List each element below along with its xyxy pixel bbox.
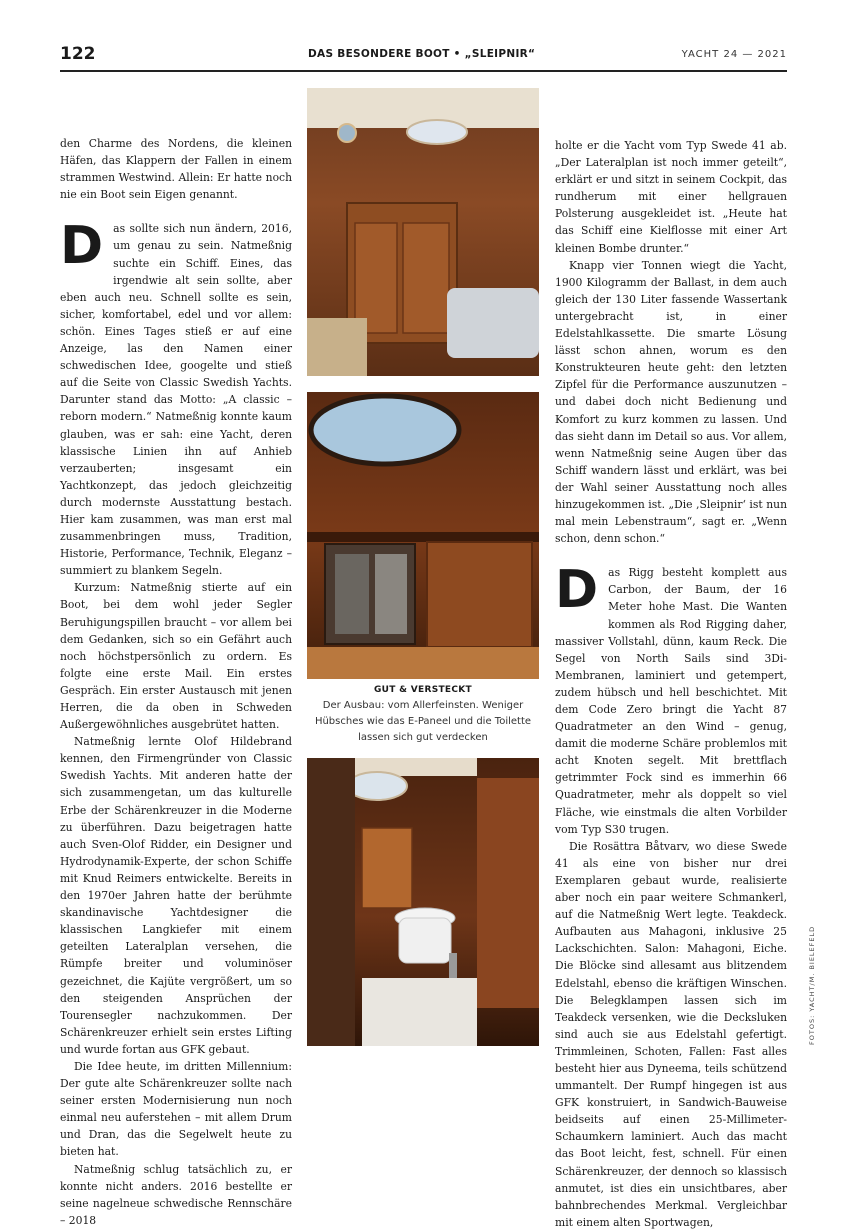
paragraph: holte er die Yacht vom Typ Swede 41 ab. „Der Lateralplan ist noch immer geteilt“, erklärt er und sitzt in seinem Cockpit, das rundherum mit einer hellgrauen Polsterung ausgekleidet ist. „Heute hat das Schiff eine Kielflosse mit einer Art kleinen Bombe drunter.“ xyxy=(555,139,787,255)
paragraph: Das sollte sich nun ändern, 2016, um genau zu sein. Natmeßnig suchte ein Schiff. Eines, das irgendwie alt sein sollte, aber eben auch neu. Schnell sollte es sein, sicher, komfortabel, edel und vor allem: schön. Eines Tages stieß er auf eine Anzeige, las den Namen einer schwedischen Idee, googelte und stieß auf die Seite von Classic Swedish Yachts. Darunter stand das Motto: „A classic – reborn modern.“ Natmeßnig konnte kaum glauben, was er sah: eine Yacht, deren klassische Linien ihn auf Anhieb verzauberten; insgesamt ein Yachtkonzept, das jedoch gleichzeitig durch modernste Ausstattung bestach. Hier kam zusammen, was man erst mal zusammenbringen muss, Tradition, Historie, Performance, Technik, Eleganz – summiert zu blankem Segeln. xyxy=(60,216,292,578)
page-header xyxy=(60,40,787,70)
caption-title: GUT & VERSTECKT xyxy=(374,685,472,695)
text-column-left xyxy=(60,135,292,1229)
drop-cap: D xyxy=(60,216,104,277)
paragraph: Natmeßnig schlug tatsächlich zu, er konnte nicht anders. 2016 bestellte er seine nagelneue schwedische Rennschäre – 2018 xyxy=(60,1162,292,1227)
text-column-right xyxy=(555,137,787,1231)
magazine-issue: YACHT 24 — 2021 xyxy=(681,49,787,60)
section-title: DAS BESONDERE BOOT • „SLEIPNIR“ xyxy=(308,48,536,60)
photo-cabin-interior xyxy=(307,88,539,376)
caption-text: Der Ausbau: vom Allerfeinsten. Weniger Hübsches wie das E-Paneel und die Toilette lassen sich gut verdecken xyxy=(314,700,532,743)
drop-cap: D xyxy=(555,560,599,621)
header-rule xyxy=(60,70,787,72)
page-number: 122 xyxy=(60,44,96,64)
paragraph: Kurzum: Natmeßnig stierte auf ein Boot, bei dem wohl jeder Segler Beruhigungspillen braucht – vor allem bei dem Gedanken, sich so ein Gefährt auch noch höchstpersönlich zu ordern. Es folgte eine erste Mail. Ein erstes Gespräch. Ein erster Austausch mit jenen Herren, die da oben in Schweden Außergewöhnliches ausgebrütet hatten. xyxy=(60,581,292,732)
paragraph: Das Rigg besteht komplett aus Carbon, der Baum, der 16 Meter hohe Mast. Die Wanten kommen als Rod Rigging daher, massiver Vollstahl, dünn, kaum Reck. Die Segel von North Sails sind 3Di-Membranen, laminiert und getempert, zudem hübsch und hell beschichtet. Mit dem Code Zero bringt die Yacht 87 Quadratmeter an den Wind – genug, damit die moderne Schäre problemlos mit acht Knoten segelt. Mit brettflach getrimmter Fock sind es immerhin 66 Quadratmeter, mehr als doppelt so viel Fläche, wie einstmals die alten Vorbilder vom Typ S30 trugen. xyxy=(555,560,787,836)
paragraph: Die Idee heute, im dritten Millennium: Der gute alte Schärenkreuzer sollte nach seiner ersten Modernisierung nun noch einmal neu auferstehen – mit allem Drum und Dran, das die Segelwelt heute zu bieten hat. xyxy=(60,1059,292,1159)
photo-toilet xyxy=(307,758,539,1046)
photo-electric-panel xyxy=(307,392,539,679)
paragraph: Die Rosättra Båtvarv, wo diese Swede 41 als eine von bisher nur drei Exemplaren gebaut wurde, realisierte aber noch ein paar weitere Schmankerl, auf die Natmeßnig Wert legte. Teakdeck. Aufbauten aus Mahagoni, inklusive 25 Lackschichten. Salon: Mahagoni, Eiche. Die Blöcke sind allesamt aus blitzendem Edelstahl, ebenso die kräftigen Winschen. Die Belegklampen lassen sich im Teakdeck versenken, wie die Decksluken sind auch sie aus Edelstahl gefertigt. Trimmleinen, Schoten, Fallen: Fast alles besteht hier aus Dyneema, teils schützend ummantelt. Der Rumpf hingegen ist aus GFK konstruiert, in Sandwich-Bauweise beidseits auf einen 25-Millimeter-Schaumkern laminiert. Auch das macht das Boot leicht, fest, schnell. Für einen Schärenkreuzer, der dennoch so klassisch anmutet, ist dies ein unsichtbares, aber bahnbrechendes Merkmal. Vergleichbar mit einem alten Sportwagen, xyxy=(555,839,787,1229)
photo-credit: FOTOS: YACHT/M. BIELEFELD xyxy=(808,925,816,1045)
paragraph: Natmeßnig lernte Olof Hildebrand kennen, den Firmengründer von Classic Swedish Yachts. Mit anderen hatte der sich zusammengetan, um das kulturelle Erbe der Schärenkreuzer in die Moderne zu überführen. Dazu beigetragen hatte auch Sven-Olof Ridder, ein Designer und Hydrodynamik-Experte, der schon Schiffe mit Knud Reimers entwickelte. Bereits in den 1970er Jahren hatte der berühmte skandinavische Yachtdesigner die klassischen Langkiefer mit einem geteilten Lateralplan versehen, die Rümpfe breiter und voluminöser gezeichnet, die Kajüte vergrößert, um so den steigenden Ansprüchen der Tourensegler nachzukommen. Der Schärenkreuzer erhielt sein erstes Lifting und wurde fortan aus GFK gebaut. xyxy=(60,735,292,1056)
paragraph: Knapp vier Tonnen wiegt die Yacht, 1900 Kilogramm der Ballast, in dem auch gleich der 130 Liter fassende Wassertank untergebracht ist, in einer Edelstahlkassette. Die smarte Lösung lässt schon ahnen, worum es den Konstrukteuren heute geht: den letzten Zipfel für die Performance auszunutzen – und dabei doch nicht Bedienung und Komfort zu kurz kommen zu lassen. Und das sieht dann im Detail so aus. Vor allem, wenn Natmeßnig seine Augen über das Schiff wandern lässt und erklärt, was bei der Wahl seiner Ausstattung noch alles hinzugekommen ist. „Die ‚Sleipnir‘ ist nun mal mein Lebenstraum“, sagt er. „Wenn schon, denn schon.“ xyxy=(555,258,787,546)
intro-paragraph: den Charme des Nordens, die kleinen Häfen, das Klappern der Fallen in einem strammen Westwind. Allein: Er hatte noch nie ein Boot sein Eigen genannt. xyxy=(60,137,292,202)
